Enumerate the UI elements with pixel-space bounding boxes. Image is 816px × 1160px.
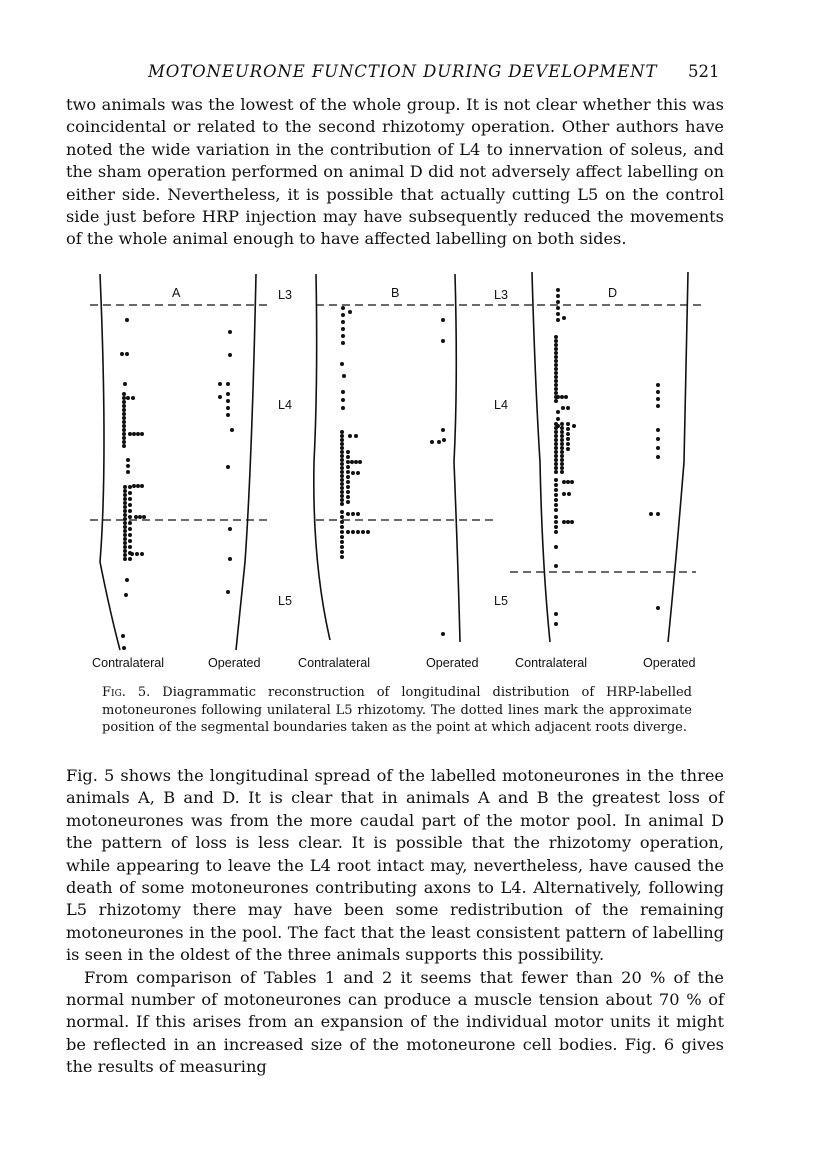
motoneurone-dot	[340, 535, 344, 539]
motoneurone-dot	[340, 502, 344, 506]
motoneurone-dot	[556, 312, 560, 316]
motoneurone-dot	[340, 430, 344, 434]
column-label-b-contralateral: Contralateral	[298, 656, 371, 670]
motoneurone-dot	[124, 593, 128, 597]
motoneurone-dot	[566, 432, 570, 436]
motoneurone-dot	[126, 464, 130, 468]
motoneurone-dot	[560, 470, 564, 474]
motoneurone-dot	[554, 488, 558, 492]
motoneurone-dot	[340, 478, 344, 482]
motoneurone-dot	[556, 410, 560, 414]
motoneurone-dot	[560, 434, 564, 438]
motoneurone-dot	[554, 462, 558, 466]
motoneurone-dot	[562, 520, 566, 524]
motoneurone-dot	[226, 399, 230, 403]
motoneurone-dot	[340, 525, 344, 529]
motoneurone-dot	[128, 527, 132, 531]
motoneurone-dot	[228, 330, 232, 334]
motoneurone-dot	[554, 426, 558, 430]
outline-d-right	[668, 272, 688, 642]
motoneurone-dot	[560, 454, 564, 458]
motoneurone-dot	[554, 351, 558, 355]
motoneurone-dot	[556, 395, 560, 399]
motoneurone-dot	[358, 460, 362, 464]
motoneurone-dot	[340, 362, 344, 366]
motoneurone-dot	[122, 420, 126, 424]
motoneurone-dot	[122, 428, 126, 432]
outline-a-left	[100, 274, 120, 650]
motoneurone-dot	[340, 438, 344, 442]
motoneurone-dot	[340, 555, 344, 559]
labelled-motoneurone-dots	[120, 288, 660, 650]
motoneurone-dot	[566, 427, 570, 431]
motoneurone-dot	[123, 537, 127, 541]
motoneurone-dot	[122, 408, 126, 412]
motoneurone-dot	[348, 310, 352, 314]
motoneurone-dot	[554, 478, 558, 482]
motoneurone-dot	[561, 406, 565, 410]
motoneurone-dot	[122, 432, 126, 436]
motoneurone-dot	[123, 497, 127, 501]
motoneurone-dot	[554, 422, 558, 426]
motoneurone-dot	[560, 446, 564, 450]
motoneurone-dot	[340, 550, 344, 554]
motoneurone-dot	[554, 508, 558, 512]
motoneurone-dot	[554, 525, 558, 529]
motoneurone-dot	[572, 424, 576, 428]
motoneurone-dot	[123, 505, 127, 509]
motoneurone-dot	[340, 530, 344, 534]
motoneurone-dot	[656, 437, 660, 441]
motoneurone-dot	[128, 497, 132, 501]
motoneurone-dot	[128, 539, 132, 543]
motoneurone-dot	[554, 371, 558, 375]
motoneurone-dot	[560, 426, 564, 430]
motoneurone-dot	[120, 352, 124, 356]
motoneurone-dot	[554, 498, 558, 502]
motoneurone-dot	[126, 396, 130, 400]
motoneurone-dot	[340, 545, 344, 549]
motoneurone-dot	[228, 353, 232, 357]
motoneurone-dot	[554, 612, 558, 616]
column-label-a-operated: Operated	[208, 656, 261, 670]
motoneurone-dot	[228, 527, 232, 531]
motoneurone-dot	[442, 438, 446, 442]
motoneurone-dot	[340, 470, 344, 474]
motoneurone-dot	[554, 430, 558, 434]
column-label-b-operated: Operated	[426, 656, 479, 670]
caption-text: Diagrammatic reconstruction of longitudinal distribution of HRP-labelled motoneurones following unilateral L5 rhizotomy. The dotted lines mark the approximate position of the segmental boundaries taken as the point at which adjacent roots diverge.	[102, 685, 692, 735]
motoneurone-dot	[567, 492, 571, 496]
motoneurone-dot	[656, 446, 660, 450]
motoneurone-dot	[132, 484, 136, 488]
column-label-d-operated: Operated	[643, 656, 696, 670]
motoneurone-dot	[562, 480, 566, 484]
motoneurone-dot	[123, 521, 127, 525]
motoneurone-dot	[351, 530, 355, 534]
motoneurone-dot	[123, 509, 127, 513]
motoneurone-dot	[136, 432, 140, 436]
motoneurone-dot	[566, 520, 570, 524]
motoneurone-dot	[348, 434, 352, 438]
motoneurone-dot	[351, 471, 355, 475]
motoneurone-dot	[123, 545, 127, 549]
motoneurone-dot	[560, 395, 564, 399]
figure-5-diagram	[80, 262, 720, 682]
motoneurone-dot	[128, 533, 132, 537]
motoneurone-dot	[554, 515, 558, 519]
motoneurone-dot	[560, 462, 564, 466]
motoneurone-dot	[566, 406, 570, 410]
motoneurone-dot	[128, 515, 132, 519]
motoneurone-dot	[340, 515, 344, 519]
motoneurone-dot	[122, 404, 126, 408]
motoneurone-dot	[340, 466, 344, 470]
motoneurone-dot	[656, 383, 660, 387]
segment-label-l4-bd: L4	[494, 398, 509, 412]
motoneurone-dot	[142, 515, 146, 519]
motoneurone-dot	[340, 442, 344, 446]
motoneurone-dot	[122, 646, 126, 650]
motoneurone-dot	[340, 486, 344, 490]
motoneurone-dot	[123, 493, 127, 497]
motoneurone-dot	[554, 383, 558, 387]
motoneurone-dot	[128, 545, 132, 549]
column-label-a-contralateral: Contralateral	[92, 656, 165, 670]
motoneurone-dot	[554, 359, 558, 363]
motoneurone-dot	[122, 440, 126, 444]
motoneurone-dot	[562, 492, 566, 496]
motoneurone-dot	[430, 440, 434, 444]
motoneurone-dot	[560, 450, 564, 454]
motoneurone-dot	[122, 424, 126, 428]
motoneurone-dot	[441, 632, 445, 636]
column-label-d-contralateral: Contralateral	[515, 656, 588, 670]
motoneurone-dot	[354, 460, 358, 464]
motoneurone-dot	[350, 460, 354, 464]
motoneurone-dot	[346, 495, 350, 499]
motoneurone-dot	[218, 382, 222, 386]
motoneurone-dot	[131, 396, 135, 400]
panel-d-label: D	[608, 286, 618, 300]
motoneurone-dot	[123, 533, 127, 537]
motoneurone-dot	[554, 493, 558, 497]
motoneurone-dot	[135, 552, 139, 556]
motoneurone-dot	[218, 395, 222, 399]
motoneurone-dot	[356, 512, 360, 516]
motoneurone-dot	[560, 438, 564, 442]
motoneurone-dot	[122, 412, 126, 416]
motoneurone-dot	[126, 458, 130, 462]
motoneurone-dot	[226, 382, 230, 386]
motoneurone-dot	[125, 352, 129, 356]
motoneurone-dot	[228, 557, 232, 561]
motoneurone-dot	[441, 428, 445, 432]
motoneurone-dot	[554, 483, 558, 487]
motoneurone-dot	[340, 434, 344, 438]
motoneurone-dot	[122, 444, 126, 448]
intro-paragraph: two animals was the lowest of the whole group. It is not clear whether this was coincidental or related to the second rhizotomy operation. Other authors have noted the wide variation in the contribution of L4 to innervation of soleus, and the sham operation performed on animal D did not adversely affect labelling on either side. Nevertheless, it is possible that actually cutting L5 on the control side just before HRP injection may have subsequently reduced the movements of the whole animal enough to have affected labelling on both sides.	[66, 95, 724, 249]
motoneurone-dot	[123, 501, 127, 505]
motoneurone-dot	[554, 434, 558, 438]
motoneurone-dot	[130, 552, 134, 556]
motoneurone-dot	[351, 512, 355, 516]
motoneurone-dot	[554, 622, 558, 626]
motoneurone-dot	[556, 318, 560, 322]
motoneurone-dot	[441, 318, 445, 322]
motoneurone-dot	[570, 520, 574, 524]
motoneurone-dot	[554, 564, 558, 568]
motoneurone-dot	[356, 530, 360, 534]
motoneurone-dot	[341, 406, 345, 410]
main-text-block	[66, 765, 724, 1079]
motoneurone-dot	[346, 485, 350, 489]
motoneurone-dot	[554, 399, 558, 403]
motoneurone-dot	[340, 510, 344, 514]
motoneurone-dot	[554, 450, 558, 454]
motoneurone-dot	[341, 313, 345, 317]
motoneurone-dot	[346, 530, 350, 534]
motoneurone-dot	[341, 398, 345, 402]
motoneurone-dot	[128, 485, 132, 489]
motoneurone-dot	[340, 494, 344, 498]
motoneurone-dot	[226, 590, 230, 594]
segment-label-l3-ab: L3	[278, 288, 293, 302]
motoneurone-dot	[341, 320, 345, 324]
motoneurone-dot	[226, 413, 230, 417]
motoneurone-dot	[560, 422, 564, 426]
motoneurone-dot	[656, 397, 660, 401]
motoneurone-dot	[140, 484, 144, 488]
segment-boundaries	[90, 305, 702, 572]
motoneurone-dot	[226, 392, 230, 396]
motoneurone-dot	[554, 470, 558, 474]
motoneurone-dot	[126, 470, 130, 474]
motoneurone-dot	[123, 525, 127, 529]
motoneurone-dot	[346, 490, 350, 494]
motoneurone-dot	[340, 498, 344, 502]
motoneurone-dot	[340, 450, 344, 454]
motoneurone-dot	[123, 489, 127, 493]
panel-a-label: A	[172, 286, 181, 300]
motoneurone-dot	[556, 306, 560, 310]
motoneurone-dot	[125, 318, 129, 322]
motoneurone-dot	[346, 475, 350, 479]
motoneurone-dot	[570, 480, 574, 484]
motoneurone-dot	[649, 512, 653, 516]
motoneurone-dot	[366, 530, 370, 534]
motoneurone-dot	[556, 288, 560, 292]
motoneurone-dot	[560, 466, 564, 470]
motoneurone-dot	[340, 458, 344, 462]
motoneurone-dot	[340, 520, 344, 524]
motoneurone-dot	[138, 515, 142, 519]
page-number: 521	[688, 62, 720, 81]
motoneurone-dot	[554, 530, 558, 534]
motoneurone-dot	[125, 578, 129, 582]
motoneurone-dot	[340, 482, 344, 486]
motoneurone-dot	[656, 455, 660, 459]
motoneurone-dot	[132, 432, 136, 436]
motoneurone-dot	[554, 355, 558, 359]
motoneurone-dot	[128, 521, 132, 525]
motoneurone-dot	[656, 390, 660, 394]
motoneurone-dot	[123, 549, 127, 553]
running-title: MOTONEURONE FUNCTION DURING DEVELOPMENT	[148, 62, 658, 81]
motoneurone-dot	[554, 375, 558, 379]
motoneurone-dot	[340, 446, 344, 450]
motoneurone-dot	[554, 503, 558, 507]
motoneurone-dot	[340, 454, 344, 458]
motoneurone-dot	[566, 447, 570, 451]
motoneurone-dot	[560, 458, 564, 462]
motoneurone-dot	[554, 339, 558, 343]
motoneurone-dot	[346, 455, 350, 459]
motoneurone-dot	[361, 530, 365, 534]
motoneurone-dot	[656, 404, 660, 408]
motoneurone-dot	[230, 428, 234, 432]
outline-b-left	[314, 274, 330, 640]
motoneurone-dot	[554, 363, 558, 367]
motoneurone-dot	[354, 434, 358, 438]
motoneurone-dot	[437, 440, 441, 444]
outline-a-right	[236, 274, 256, 650]
motoneurone-dot	[554, 379, 558, 383]
spinal-cord-outlines	[100, 272, 688, 650]
motoneurone-dot	[560, 430, 564, 434]
motoneurone-dot	[128, 432, 132, 436]
motoneurone-dot	[122, 416, 126, 420]
segment-label-l3-bd: L3	[494, 288, 509, 302]
motoneurone-dot	[346, 470, 350, 474]
motoneurone-dot	[123, 513, 127, 517]
motoneurone-dot	[346, 460, 350, 464]
motoneurone-dot	[123, 382, 127, 386]
motoneurone-dot	[122, 392, 126, 396]
motoneurone-dot	[340, 490, 344, 494]
motoneurone-dot	[340, 540, 344, 544]
motoneurone-dot	[226, 406, 230, 410]
motoneurone-dot	[123, 553, 127, 557]
motoneurone-dot	[356, 471, 360, 475]
motoneurone-dot	[566, 480, 570, 484]
motoneurone-dot	[122, 400, 126, 404]
motoneurone-dot	[556, 417, 560, 421]
motoneurone-dot	[656, 428, 660, 432]
motoneurone-dot	[554, 454, 558, 458]
motoneurone-dot	[128, 509, 132, 513]
motoneurone-dot	[656, 512, 660, 516]
motoneurone-dot	[554, 335, 558, 339]
motoneurone-dot	[346, 512, 350, 516]
main-paragraph-2: From comparison of Tables 1 and 2 it seems that fewer than 20 % of the normal number of motoneurones can produce a muscle tension about 70 % of normal. If this arises from an expansion of the individual motor units it might be reflected in an increased size of the motoneurone cell bodies. Fig. 6 gives the results of measuring	[66, 967, 724, 1077]
motoneurone-dot	[554, 446, 558, 450]
motoneurone-dot	[342, 374, 346, 378]
motoneurone-dot	[122, 436, 126, 440]
motoneurone-dot	[341, 334, 345, 338]
motoneurone-dot	[123, 529, 127, 533]
motoneurone-dot	[134, 515, 138, 519]
motoneurone-dot	[554, 442, 558, 446]
segment-label-l4-ab: L4	[278, 398, 293, 412]
motoneurone-dot	[128, 491, 132, 495]
motoneurone-dot	[556, 294, 560, 298]
motoneurone-dot	[128, 503, 132, 507]
motoneurone-dot	[340, 474, 344, 478]
motoneurone-dot	[123, 517, 127, 521]
motoneurone-dot	[346, 450, 350, 454]
main-paragraph-1: Fig. 5 shows the longitudinal spread of the labelled motoneurones in the three animals A, B and D. It is clear that in animals A and B the greatest loss of motoneurones was from the more caudal part of the motor pool. In animal D the pattern of loss is less clear. It is possible that the rhizotomy operation, while appearing to leave the L4 root intact may, nevertheless, have caused the death of some motoneurones contributing axons to L4. Alternatively, following L5 rhizotomy there may have been some redistribution of the remaining motoneurones in the pool. The fact that the least consistent pattern of labelling is seen in the oldest of the three animals supports this possibility.	[66, 766, 724, 965]
figure-caption	[102, 684, 692, 737]
intro-paragraph-block	[66, 94, 724, 251]
motoneurone-dot	[554, 347, 558, 351]
motoneurone-dot	[123, 485, 127, 489]
motoneurone-dot	[554, 545, 558, 549]
motoneurone-dot	[566, 422, 570, 426]
motoneurone-dot	[341, 390, 345, 394]
motoneurone-dot	[136, 484, 140, 488]
motoneurone-dot	[346, 480, 350, 484]
motoneurone-dot	[341, 306, 345, 310]
motoneurone-dot	[556, 300, 560, 304]
motoneurone-dot	[441, 339, 445, 343]
motoneurone-dot	[656, 606, 660, 610]
motoneurone-dot	[560, 442, 564, 446]
motoneurone-dot	[121, 634, 125, 638]
motoneurone-dot	[122, 396, 126, 400]
caption-label: Fig. 5.	[102, 685, 151, 700]
motoneurone-dot	[123, 557, 127, 561]
motoneurone-dot	[226, 465, 230, 469]
motoneurone-dot	[340, 462, 344, 466]
motoneurone-dot	[566, 437, 570, 441]
motoneurone-dot	[554, 466, 558, 470]
motoneurone-dot	[341, 341, 345, 345]
motoneurone-dot	[341, 327, 345, 331]
outline-b-right	[454, 274, 460, 642]
motoneurone-dot	[140, 432, 144, 436]
motoneurone-dot	[128, 557, 132, 561]
figure-5	[80, 262, 720, 682]
motoneurone-dot	[346, 465, 350, 469]
motoneurone-dot	[564, 395, 568, 399]
motoneurone-dot	[562, 316, 566, 320]
motoneurone-dot	[566, 442, 570, 446]
motoneurone-dot	[123, 541, 127, 545]
motoneurone-dot	[346, 500, 350, 504]
motoneurone-dot	[554, 520, 558, 524]
motoneurone-dot	[554, 367, 558, 371]
motoneurone-dot	[554, 458, 558, 462]
motoneurone-dot	[554, 343, 558, 347]
segment-label-l5-ab: L5	[278, 594, 293, 608]
page-header	[0, 62, 816, 86]
motoneurone-dot	[554, 391, 558, 395]
motoneurone-dot	[554, 387, 558, 391]
panel-b-label: B	[391, 286, 400, 300]
motoneurone-dot	[140, 552, 144, 556]
outline-d-left	[532, 272, 550, 642]
motoneurone-dot	[554, 438, 558, 442]
segment-label-l5-bd: L5	[494, 594, 509, 608]
